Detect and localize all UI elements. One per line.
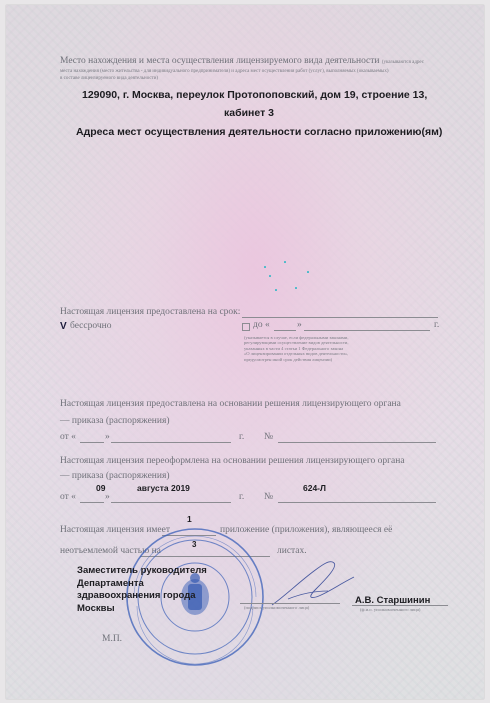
grant-day-field[interactable] xyxy=(80,442,104,443)
signatory-title xyxy=(77,565,207,615)
appendix-text-1a: Настоящая лицензия имеет xyxy=(60,525,171,535)
ink-dot xyxy=(284,261,286,263)
reissue-month-field[interactable] xyxy=(111,502,231,503)
until-month-field[interactable] xyxy=(304,330,430,331)
signatory-title-line-2: Департамента xyxy=(77,577,144,589)
reissue-number-field[interactable] xyxy=(278,502,436,503)
ink-dot xyxy=(275,289,277,291)
place-hint-2: места нахождения (место жительства - для индивидуального предпринимателя) и адреса мест осуществления работ (услуг), выполняемых (оказываемых) xyxy=(60,69,389,74)
caption-line: регулирующими осуществление видов деятельности, xyxy=(244,340,349,346)
grant-basis-heading xyxy=(60,396,450,430)
reissue-heading-line-2: — приказа (распоряжения) xyxy=(60,471,170,481)
signature-caption: (подпись уполномоченного лица) xyxy=(244,605,310,610)
reissue-year-label: г. xyxy=(239,492,245,502)
ink-dot xyxy=(269,275,271,277)
until-date-checkbox[interactable] xyxy=(242,323,250,331)
ink-dot xyxy=(307,271,309,273)
caption-line: (указывается в случае, если федеральными законами, xyxy=(244,335,349,340)
until-date-caption xyxy=(244,335,384,362)
name-line xyxy=(352,605,448,606)
reissue-heading xyxy=(60,454,450,484)
reissue-month-value: августа 2019 xyxy=(137,483,190,493)
until-day-field[interactable] xyxy=(274,330,296,331)
signature-line xyxy=(240,603,340,604)
appendix-text-2a: неотъемлемой частью на xyxy=(60,546,161,556)
until-quote-close: » xyxy=(297,320,302,330)
appendix-count-value: 1 xyxy=(187,514,192,524)
caption-line: указанных в части 4 статьи 1 Федерального закона xyxy=(244,345,344,351)
signatory-name: А.В. Старшинин xyxy=(355,595,431,606)
grant-number-label: № xyxy=(264,432,274,442)
reissue-number-value: 624-Л xyxy=(303,483,326,493)
grant-heading-line-2: — приказа (распоряжения) xyxy=(60,416,170,426)
signatory-title-line-4: Москвы xyxy=(77,602,115,614)
grant-number-field[interactable] xyxy=(278,442,436,443)
reissue-quote-close: » xyxy=(105,492,110,502)
grant-month-field[interactable] xyxy=(111,442,231,443)
until-year-label: г. xyxy=(434,320,440,330)
validity-heading-underline xyxy=(242,317,438,318)
place-hint-1: (указываются адрес xyxy=(381,60,424,65)
place-hint-3: в составе лицензируемого вида деятельности) xyxy=(60,76,159,81)
place-of-activity-heading xyxy=(60,56,450,66)
reissue-heading-line-1: Настоящая лицензия переоформлена на основании решения лицензирующего органа xyxy=(60,456,405,466)
signatory-title-line-1: Заместитель руководителя xyxy=(77,565,207,576)
reissue-date-prefix: от « xyxy=(60,492,76,502)
appendix-sheets-value: 3 xyxy=(192,540,197,549)
name-caption: (ф.и.о. уполномоченного лица) xyxy=(360,607,421,612)
address-line-1: 129090, г. Москва, переулок Протопоповский, дом 19, строение 13, xyxy=(82,89,428,101)
reissue-day-value: 09 xyxy=(96,483,106,493)
appendix-text-2b: листах. xyxy=(277,546,307,556)
seal-place-label: М.П. xyxy=(102,634,123,644)
caption-line: «О лицензировании отдельных видов деятельности», xyxy=(244,351,349,357)
activity-addresses-note: Адреса мест осуществления деятельности согласно приложению(ям) xyxy=(76,126,443,138)
until-date-label: до « xyxy=(253,320,270,330)
indefinite-label: бессрочно xyxy=(70,321,112,331)
signatory-title-line-3: здравоохранения города xyxy=(77,590,196,601)
reissue-number-label: № xyxy=(264,492,274,502)
appendix-text-1b: приложение (приложения), являющееся её xyxy=(220,525,393,535)
ink-dot xyxy=(264,266,266,268)
grant-date-prefix: от « xyxy=(60,432,76,442)
place-heading-text: Место нахождения и места осуществления лицензируемого вида деятельности xyxy=(60,56,380,66)
caption-line: предусмотрен иной срок действия лицензии) xyxy=(244,356,333,362)
license-page xyxy=(6,5,484,699)
grant-heading-line-1: Настоящая лицензия предоставлена на основании решения лицензирующего органа xyxy=(60,399,401,409)
ink-dot xyxy=(295,287,297,289)
reissue-day-field[interactable] xyxy=(80,502,104,503)
check-mark: V xyxy=(60,321,67,332)
address-line-2: кабинет 3 xyxy=(224,107,274,119)
grant-year-label: г. xyxy=(239,432,245,442)
validity-heading: Настоящая лицензия предоставлена на срок: xyxy=(60,307,241,317)
grant-quote-close: » xyxy=(105,432,110,442)
